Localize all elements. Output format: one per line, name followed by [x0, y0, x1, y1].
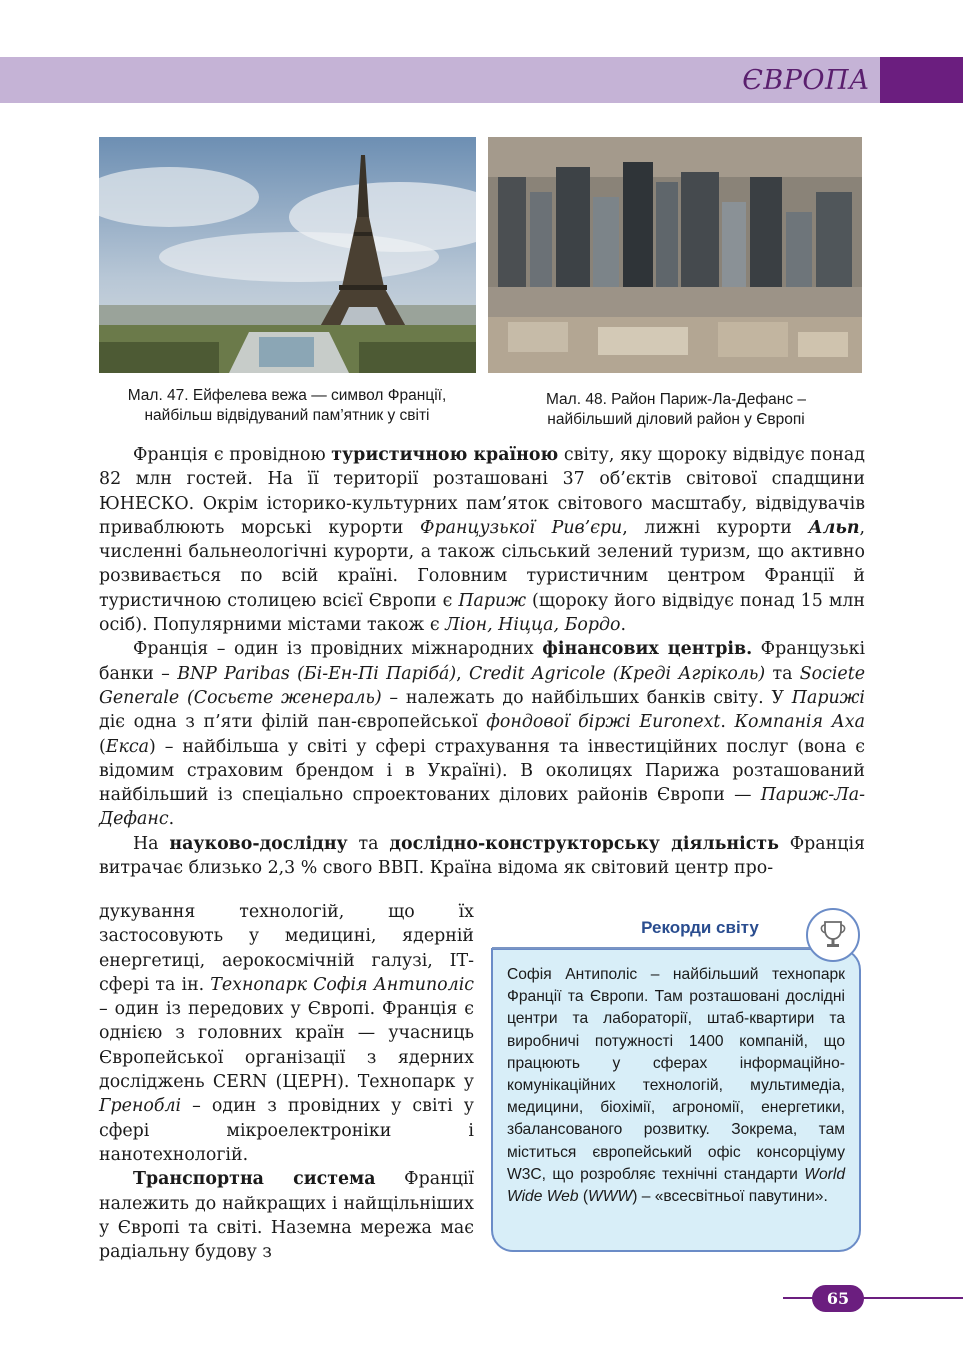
- text-span: Софія Антиполіс – найбільший технопарк Франції та Європи. Там розташовані дослідні центри та лабораторії, штаб-квартири та виробничі потужності 1400 компаній, що працюють у сферах інформаційно-комунікаційних технологій, мультимедіа, медицини, біохімії, агрономії, енергетики, збалансованого розвитку. Зокрема, там міститься європейський офіс консорціуму W3C, що розробляє технічні стандарти: [507, 966, 845, 1183]
- text-span: – належать до найбільших банків світу. У: [381, 687, 792, 708]
- bold-italic-term: Альп: [808, 517, 860, 538]
- caption-line: Мал. 47. Ейфелева вежа — символ Франції,: [127, 387, 447, 404]
- italic-term: World Wide Web: [507, 1165, 845, 1206]
- text-span: – один з провідних у світі у сфері мікроелектроніки і нанотехнологій.: [99, 1096, 474, 1165]
- bold-term: дослідно-конструкторську діяльність: [389, 833, 779, 854]
- italic-term: Париж: [458, 590, 527, 611]
- text-span: ) – «всесвітньої павутини».: [632, 1188, 828, 1206]
- figure-47-caption: [96, 386, 478, 426]
- text-span: Франція витрачає близько 2,3 % свого ВВП. Країна відома як світовий центр про-: [99, 833, 865, 879]
- text-span: дукування технологій, що їх застосовують у медицині, ядерній енергетиці, аерокосмічній галузі, ІТ-сфері та ін.: [99, 902, 474, 995]
- paragraph-tourism: [99, 443, 865, 637]
- header-tab: [880, 57, 963, 103]
- bold-term: науково-дослідну: [169, 833, 348, 854]
- text-span: ) – найбільша у світі у сфері страхування та інвестиційних послуг (вона є відомим страховим брендом і в Україні). В околицях Парижа розташований найбільший із спеціально спроектованих ділових районів Європи —: [99, 736, 865, 806]
- italic-term: Парижі: [791, 687, 865, 708]
- main-text: [99, 443, 865, 880]
- records-divider: [492, 947, 814, 949]
- records-text: [507, 964, 845, 1208]
- figure-48-caption: [490, 390, 862, 430]
- italic-term: Компанія Аха: [734, 712, 865, 733]
- italic-term: Французької Рив’єри: [420, 517, 623, 538]
- paragraph-technology: [99, 900, 474, 1167]
- italic-term: Технопарк Софія Антиполіс: [210, 974, 474, 995]
- column-text: [99, 900, 474, 1264]
- text-span: Французькі банки –: [99, 639, 866, 684]
- la-defense-photo: [488, 137, 862, 373]
- italic-term: фондової біржі Euronext: [486, 712, 721, 733]
- text-span: та: [347, 833, 390, 854]
- text-span: .: [168, 809, 175, 830]
- paragraph-research: [99, 832, 865, 881]
- bold-term: Транспортна система: [133, 1169, 376, 1190]
- italic-term: Париж-Ла-Дефанс: [99, 785, 865, 830]
- paragraph-finance: [99, 637, 865, 831]
- text-span: .: [720, 712, 735, 733]
- paragraph-transport: [99, 1167, 474, 1264]
- text-span: світу, яку щороку відвідує понад 82 млн гостей. На її території розташовані 37 об’єктів світової спадщини ЮНЕСКО. Окрім історико-культурних пам’яток світового масштабу, відвідувачів приваблюють морські курорти: [99, 445, 865, 538]
- text-span: , лижні курорти: [622, 517, 809, 538]
- text-span: – один із передових у Європі. Франція є однією з головних країн — учасниць Європейської організації з ядерних досліджень CERN (ЦЕРН). Технопарк у: [99, 999, 474, 1093]
- italic-term: Екса: [105, 736, 149, 757]
- caption-line: найбільш відвідуваний пам’ятник у світі: [144, 407, 430, 424]
- italic-term: Societe Generale (Сосьєте женераль): [99, 663, 866, 708]
- text-span: Франція – один із провідних міжнародних: [133, 639, 543, 660]
- text-span: , численні бальнеологічні курорти, а також сільський зелений туризм, що активно розвивається по всій країні. Головним туристичним центром Франції й туристичною столицею всієї Європи є: [99, 517, 866, 611]
- caption-line: найбільший діловий район у Європі: [547, 411, 805, 428]
- italic-term: Греноблі: [99, 1096, 182, 1117]
- text-span: (щороку його відвідує понад 15 млн осіб). Популярними містами також є: [99, 590, 865, 636]
- text-span: Франції належить до найкращих і найщільніших у Європі та світі. Наземна мережа має радіальну будову з: [99, 1169, 474, 1263]
- text-span: та: [765, 663, 800, 684]
- text-span: ,: [456, 663, 469, 684]
- italic-term: Ліон, Ніцца, Бордо: [445, 615, 621, 636]
- records-title: Рекорди світу: [641, 918, 759, 937]
- eiffel-tower-photo: [99, 137, 476, 373]
- italic-term: WWW: [588, 1188, 633, 1206]
- records-box: [491, 948, 861, 1252]
- page-number: 65: [812, 1285, 864, 1312]
- footer-line: [783, 1297, 963, 1299]
- caption-line: Мал. 48. Район Париж-Ла-Дефанс –: [545, 391, 807, 408]
- italic-term: BNP Paribas (Бі-Ен-Пі Парібá): [177, 663, 457, 684]
- italic-term: Credit Agricole (Креді Агріколь): [468, 663, 766, 684]
- text-span: (: [99, 736, 106, 757]
- text-span: (: [578, 1188, 589, 1206]
- text-span: На: [133, 833, 170, 854]
- section-title: ЄВРОПА: [742, 64, 870, 96]
- text-span: діє одна з п’яти філій пан-європейської: [99, 712, 487, 733]
- text-span: .: [620, 615, 626, 636]
- bold-term: фінансових центрів.: [542, 639, 753, 660]
- trophy-icon: [806, 908, 860, 962]
- text-span: Франція є провідною: [133, 445, 332, 465]
- bold-term: туристичною країною: [331, 445, 559, 465]
